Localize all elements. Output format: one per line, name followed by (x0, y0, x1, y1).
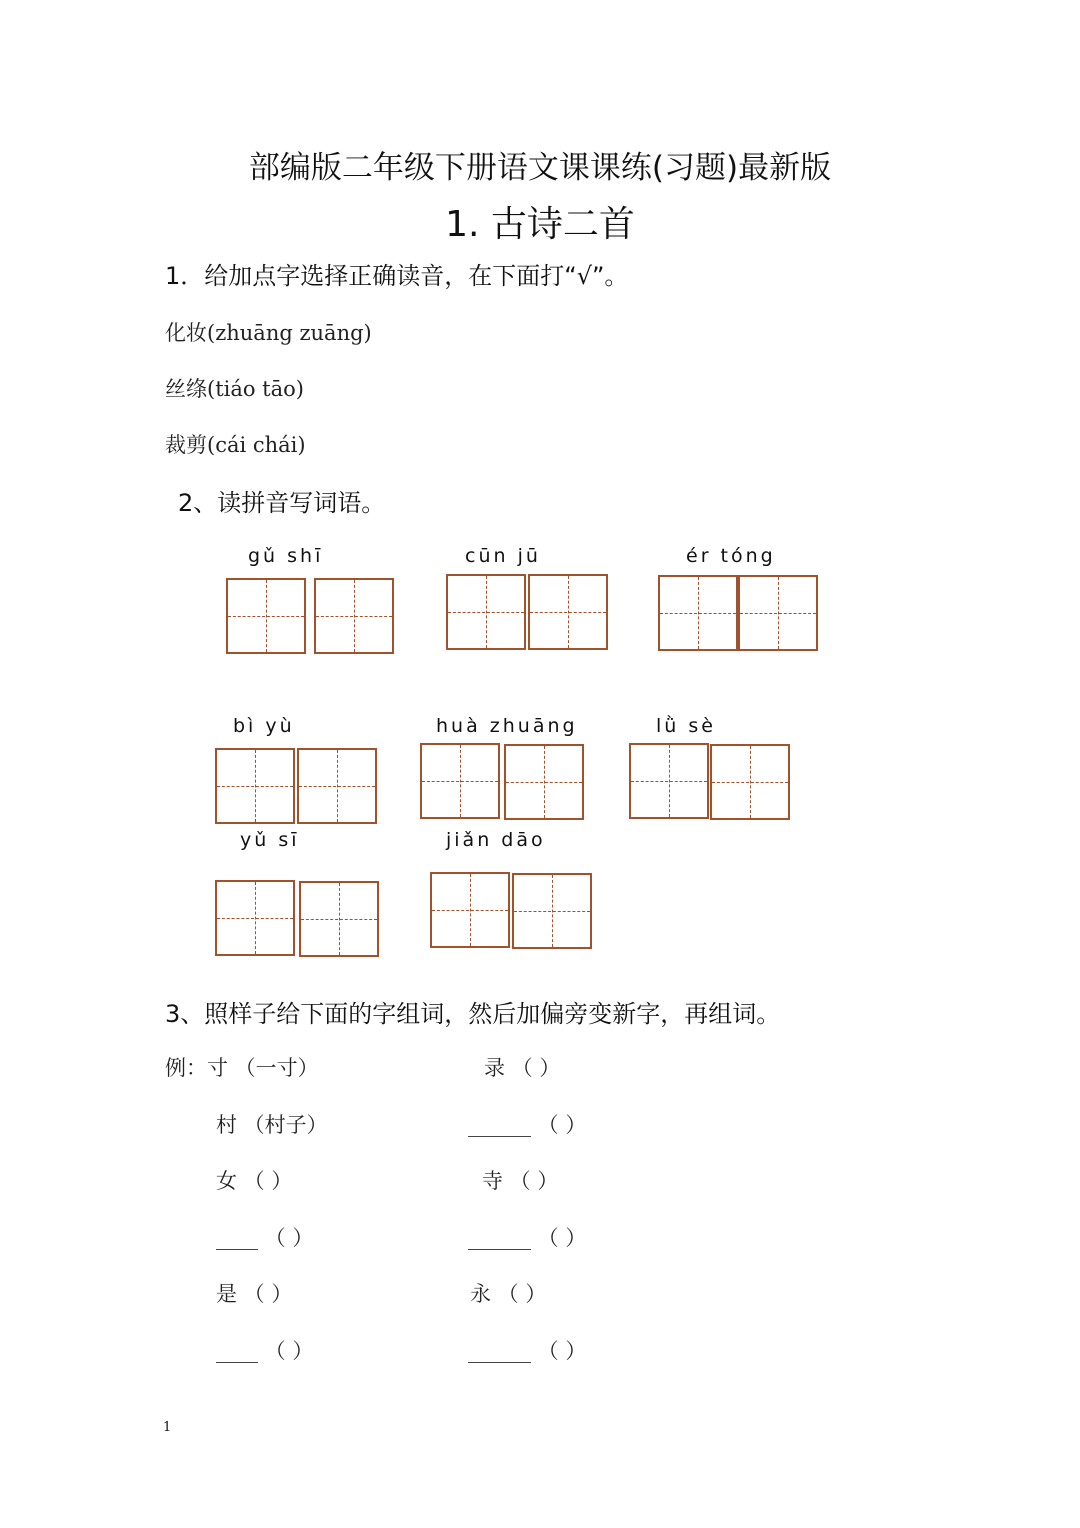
q3-right: 寺 （ ） (482, 1169, 559, 1193)
writing-grid[interactable] (420, 743, 500, 819)
pinyin-label: bì yù (233, 715, 295, 737)
writing-grid[interactable] (528, 574, 608, 650)
writing-grid[interactable] (299, 881, 379, 957)
page-number: 1 (163, 1420, 172, 1435)
pinyin-label: yǔ sī (240, 829, 300, 851)
writing-grid[interactable] (215, 880, 295, 956)
q1-item: 裁剪(cái chái) (165, 433, 306, 457)
writing-grid[interactable] (430, 872, 510, 948)
writing-grid[interactable] (710, 744, 790, 820)
q3-left: ____ （ ） (216, 1339, 314, 1363)
writing-grid[interactable] (512, 873, 592, 949)
writing-grid[interactable] (297, 748, 377, 824)
q3-right: ______ （ ） (468, 1339, 587, 1363)
writing-grid[interactable] (215, 748, 295, 824)
q3-left: 女 （ ） (216, 1169, 293, 1193)
q3-left: 是 （ ） (216, 1282, 293, 1306)
writing-grid[interactable] (226, 578, 306, 654)
q3-right: 永 （ ） (470, 1282, 547, 1306)
question-3-prompt: 3、照样子给下面的字组词，然后加偏旁变新字，再组词。 (165, 1000, 781, 1028)
q3-example-left: 例：寸 （一寸） (165, 1056, 319, 1080)
writing-grid[interactable] (504, 744, 584, 820)
pinyin-label: cūn jū (465, 545, 541, 567)
writing-grid[interactable] (738, 575, 818, 651)
q1-item: 丝绦(tiáo tāo) (165, 377, 304, 401)
q3-right: ______ （ ） (468, 1113, 587, 1137)
pinyin-label: jiǎn dāo (446, 829, 546, 851)
writing-grid[interactable] (629, 743, 709, 819)
q1-item: 化妆(zhuāng zuāng) (165, 321, 372, 345)
lesson-title: 1. 古诗二首 (445, 204, 635, 245)
q3-left: 村 （村子） (216, 1113, 328, 1137)
writing-grid[interactable] (446, 574, 526, 650)
pinyin-label: lǜ sè (656, 715, 716, 737)
question-2-prompt: 2、读拼音写词语。 (178, 489, 386, 517)
pinyin-label: huà zhuāng (436, 715, 578, 737)
question-1-prompt: 1．给加点字选择正确读音，在下面打“√”。 (165, 262, 629, 290)
writing-grid[interactable] (658, 575, 738, 651)
q3-left: ____ （ ） (216, 1226, 314, 1250)
q3-right: 录 （ ） (484, 1056, 561, 1080)
document-title: 部编版二年级下册语文课课练(习题)最新版 (248, 150, 832, 186)
pinyin-label: ér tóng (686, 545, 776, 567)
q3-right: ______ （ ） (468, 1226, 587, 1250)
writing-grid[interactable] (314, 578, 394, 654)
pinyin-label: gǔ shī (248, 545, 324, 567)
